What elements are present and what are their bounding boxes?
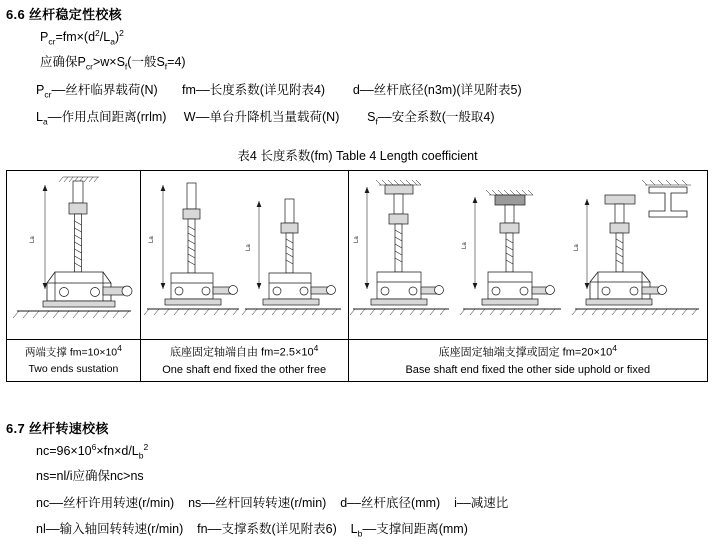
svg-text:La: La (353, 236, 360, 243)
figure-label-2-en: One shaft end fixed the other free (162, 363, 327, 376)
figure-label-3-en: Base shaft end fixed the other side uphold or fixed (405, 363, 651, 376)
figure-label-3-cn: 底座固定轴端支撑或固定 $fm=20\times 10^4$ (438, 343, 617, 359)
figure-label-1-cn: 两端支撑 $fm=10\times 10^4$ (24, 343, 122, 359)
figure-two-ends-sustation (7, 171, 140, 339)
table4-column-3 (349, 171, 707, 381)
svg-text:La: La (461, 242, 468, 249)
table4-caption: 表4 长度系数(fm) Table 4 Length coefficient (237, 149, 478, 163)
figure-one-shaft-fixed (141, 171, 348, 339)
formula-ns: ns=nl/i应确保nc>ns (36, 469, 144, 483)
svg-text:La: La (148, 236, 155, 243)
figure-label-3 (349, 339, 707, 381)
table4-figures (6, 170, 708, 382)
formula-nc: $nc=96\times 10^6\times fn\times d/L_b^2$ (36, 442, 149, 461)
figure-base-fixed-uphold (349, 171, 707, 339)
svg-text:La: La (245, 244, 252, 251)
formula-pcr-condition: 应确保$P_{cr}>w\times S_f$(一般$S_f=4$) (40, 55, 186, 72)
formula-pcr: $P_{cr}=fm\times(d^2/L_a)^2$ (40, 28, 124, 47)
legend-s67-line2: nl––输入轴回转转速(r/min) fn––支撑系数(详见附表6) $L_b--$支撑间距离(mm) (36, 522, 468, 539)
svg-text:La: La (30, 236, 36, 243)
section-6-6-title: 6.6 丝杆稳定性校核 (6, 7, 122, 22)
section-6-7-title: 6.7 丝杆转速校核 (6, 421, 109, 436)
legend-s66-line2: $L_a--$作用点间距离(rrlm) W––单台升降机当量载荷(N) $S_f--$安全系数(一般取4) (36, 110, 495, 127)
svg-text:La: La (573, 244, 580, 251)
figure-label-1-en: Two ends sustation (28, 362, 119, 375)
legend-s67-line1: nc––丝杆许用转速(r/min) ns––丝杆回转转速(r/min) d––丝杆底径(mm) i––减速比 (36, 496, 509, 510)
figure-label-2-cn: 底座固定轴端自由 $fm=2.5\times 10^4$ (169, 343, 319, 359)
table4-column-2 (141, 171, 349, 381)
figure-label-1 (7, 339, 140, 381)
table4-column-1 (7, 171, 141, 381)
figure-label-2 (141, 339, 348, 381)
legend-s66-line1: $P_{cr}--$丝杆临界载荷(N) fm––长度系数(详见附表4) d––丝杆底径(n3m)(详见附表5) (36, 83, 522, 100)
